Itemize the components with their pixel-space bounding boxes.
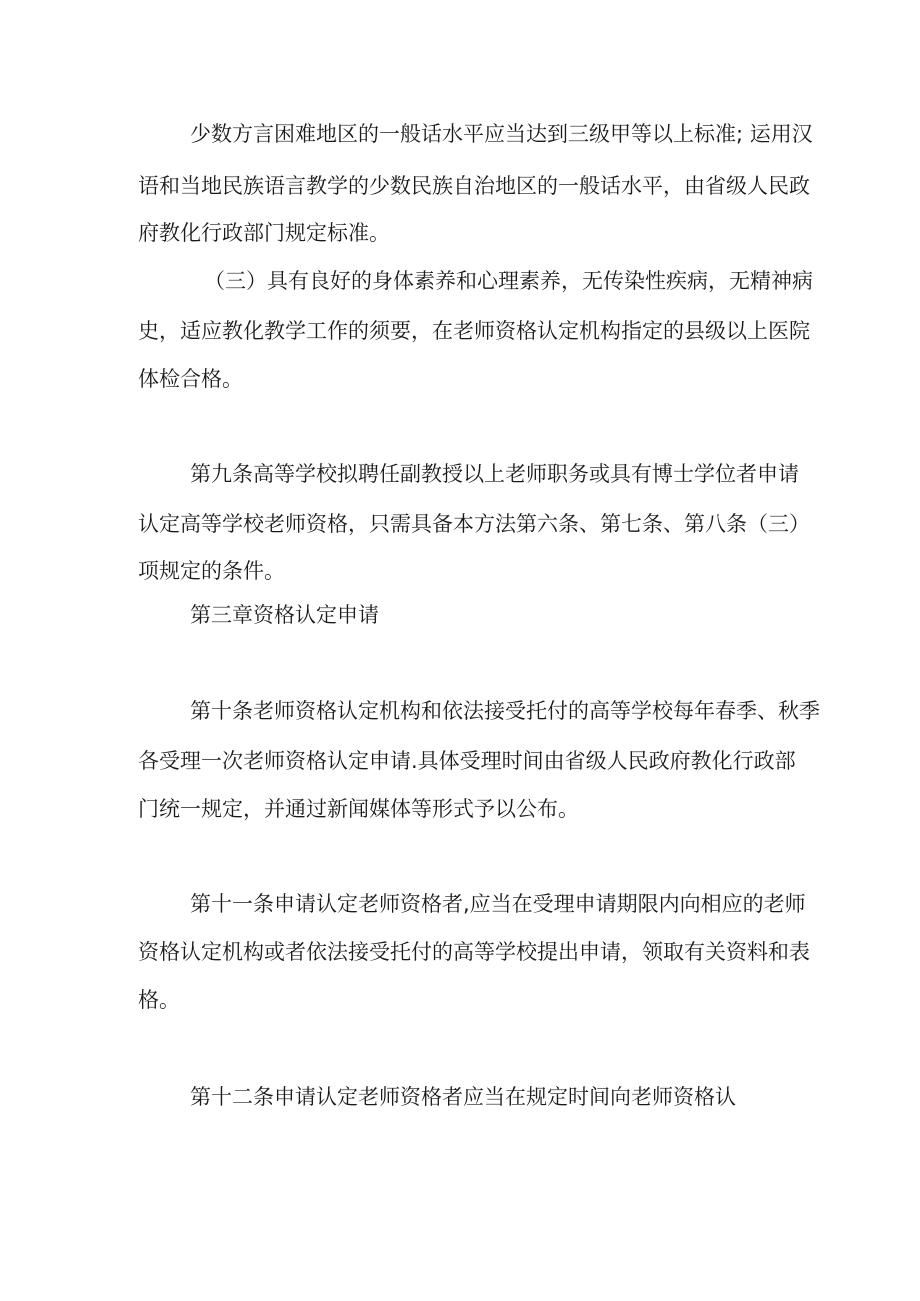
chapter-heading: 第三章资格认定申请 [190,603,379,627]
paragraph-line: 认定高等学校老师资格，只需具备本方法第六条、第七条、第八条（三） [138,512,810,536]
paragraph-line: （三）具有良好的身体素养和心理素养，无传染性疾病，无精神病 [204,269,813,293]
paragraph-line: 项规定的条件。 [138,559,285,583]
article-11-line: 第十一条申请认定老师资格者,应当在受理申请期限内向相应的老师 [190,892,806,916]
paragraph-line: 府教化行政部门规定标准。 [138,221,390,245]
paragraph-line: 史，适应教化教学工作的须要，在老师资格认定机构指定的县级以上医院 [138,319,810,343]
paragraph-line: 门统一规定，并通过新闻媒体等形式予以公布。 [138,797,579,821]
paragraph-line: 资格认定机构或者依法接受托付的高等学校提出申请，领取有关资料和表 [138,940,810,964]
paragraph-line: 格。 [138,988,180,1012]
article-10-line: 第十条老师资格认定机构和依法接受托付的高等学校每年春季、秋季 [190,699,820,723]
article-12-line: 第十二条申请认定老师资格者应当在规定时间向老师资格认 [190,1085,736,1109]
paragraph-line: 语和当地民族语言教学的少数民族自治地区的一般话水平，由省级人民政 [138,174,810,198]
article-9-line: 第九条高等学校拟聘任副教授以上老师职务或具有博士学位者申请 [190,462,799,486]
paragraph-line: 少数方言困难地区的一般话水平应当达到三级甲等以上标准; 运用汉 [190,122,813,146]
paragraph-line: 各受理一次老师资格认定申请.具体受理时间由省级人民政府教化行政部 [138,749,796,773]
paragraph-line: 体检合格。 [138,367,243,391]
